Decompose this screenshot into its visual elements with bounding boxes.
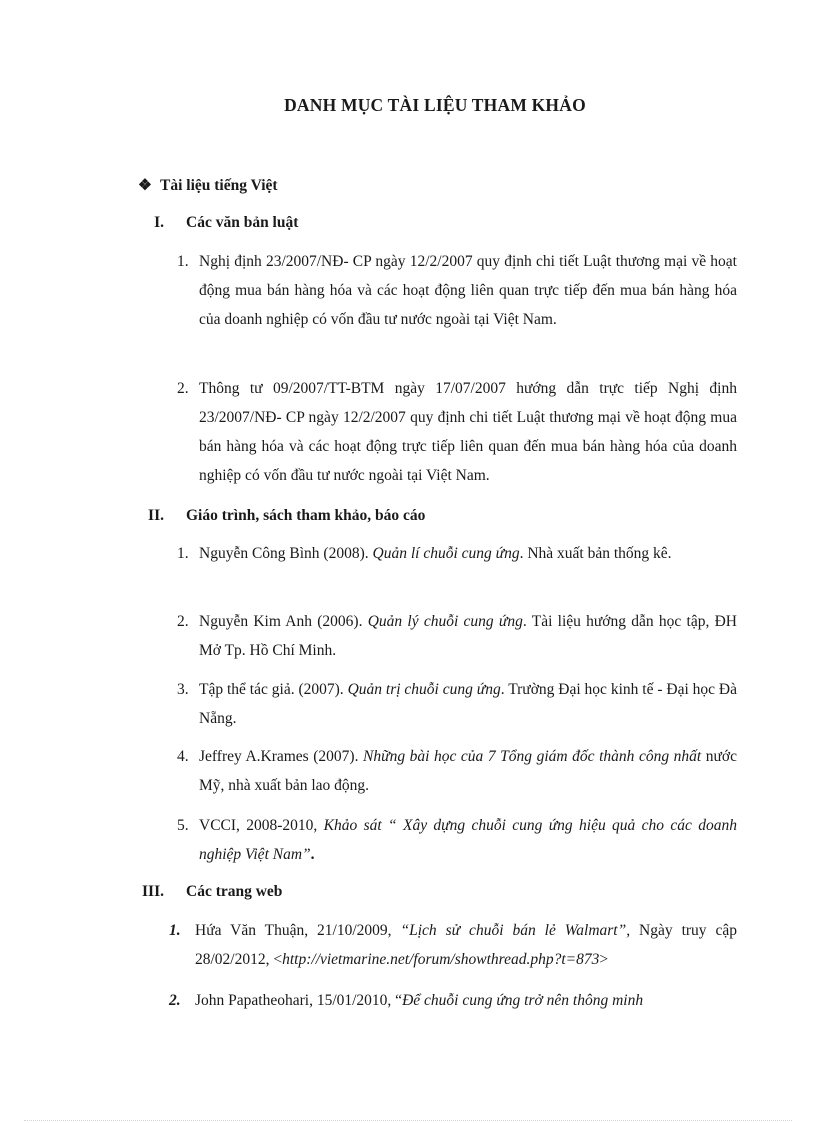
reference-number: 1.: [177, 545, 189, 562]
reference-number: 2.: [177, 613, 189, 630]
subheading-vietnamese-sources: [138, 176, 278, 195]
reference-number: 1.: [169, 922, 181, 939]
reference-author-year: Nguyễn Công Bình (2008).: [199, 545, 373, 562]
reference-number: 1.: [177, 253, 189, 270]
reference-item: [177, 374, 737, 490]
reference-item: [169, 916, 738, 974]
diamond-bullet-icon: ❖: [138, 177, 152, 194]
reference-title: Quản lí chuỗi cung ứng: [372, 545, 520, 562]
reference-publisher: . Trường Đại học kinh tế - Đại học Đà Nẵng.: [199, 681, 738, 727]
reference-number: 2.: [169, 992, 181, 1009]
reference-number: 5.: [177, 817, 189, 834]
reference-author-year: VCCI, 2008-2010,: [199, 817, 324, 834]
reference-number: 4.: [177, 748, 189, 765]
section-heading-3: [142, 883, 283, 901]
reference-publisher: . Nhà xuất bản thống kê.: [519, 545, 672, 562]
reference-period: .: [310, 846, 315, 863]
reference-item: [177, 742, 737, 800]
reference-access-date: Ngày truy cập 28/02/2012, <: [195, 922, 738, 968]
section-heading-1: [154, 214, 299, 232]
reference-title: Để chuỗi cung ứng trở nên thông minh: [402, 992, 644, 1009]
reference-url-close: >: [599, 951, 609, 968]
reference-author-year: Nguyễn Kim Anh (2006).: [199, 613, 368, 630]
reference-title: Những bài học của 7 Tổng giám đốc thành công nhất: [363, 748, 702, 765]
section-heading-text: Giáo trình, sách tham khảo, báo cáo: [186, 507, 426, 524]
reference-number: 3.: [177, 681, 189, 698]
reference-author-year: Tập thể tác giả. (2007).: [199, 681, 348, 698]
reference-item: [177, 247, 737, 334]
section-numeral: II.: [148, 507, 164, 524]
reference-publisher: . Tài liệu hướng dẫn học tập, ĐH Mở Tp. Hồ Chí Minh.: [199, 613, 737, 659]
reference-title: Quản trị chuỗi cung ứng: [347, 681, 501, 698]
reference-author-date: Hứa Văn Thuận, 21/10/2009,: [195, 922, 401, 939]
section-heading-text: Các trang web: [186, 883, 283, 900]
reference-author-year: Jeffrey A.Krames (2007).: [199, 748, 364, 765]
section-heading-2: [148, 507, 426, 525]
subheading-text: Tài liệu tiếng Việt: [160, 177, 278, 194]
reference-title: Khảo sát “ Xây dựng chuỗi cung ứng hiệu quả cho các doanh nghiệp Việt Nam”: [199, 817, 737, 863]
reference-item: [177, 811, 737, 869]
reference-url-link[interactable]: http://vietmarine.net/forum/showthread.php?t=873: [282, 951, 600, 968]
reference-text: Nghị định 23/2007/NĐ- CP ngày 12/2/2007 quy định chi tiết Luật thương mại về hoạt động mua bán hàng hóa và các hoạt động liên quan trực tiếp đến mua bán hàng hóa của doanh nghiệp có vốn đầu tư nước ngoài tại Việt Nam.: [199, 253, 737, 328]
reference-number: 2.: [177, 380, 189, 397]
section-numeral: I.: [154, 214, 164, 231]
reference-title: “Lịch sử chuỗi bán lẻ Walmart”,: [400, 922, 631, 939]
page-bottom-divider: [24, 1120, 792, 1121]
page-title: DANH MỤC TÀI LIỆU THAM KHẢO: [284, 95, 586, 115]
reference-item: [177, 607, 737, 665]
reference-item: [177, 675, 738, 733]
reference-text: Thông tư 09/2007/TT-BTM ngày 17/07/2007 hướng dẫn trực tiếp Nghị định 23/2007/NĐ- CP ngày 12/2/2007 quy định chi tiết Luật thương mại về hoạt động mua bán hàng hóa và các hoạt động trực tiếp liên quan đến mua bán hàng hóa của doanh nghiệp có vốn đầu tư nước ngoài tại Việt Nam.: [199, 380, 737, 484]
reference-publisher: nước Mỹ, nhà xuất bản lao động.: [199, 748, 737, 794]
section-heading-text: Các văn bản luật: [186, 214, 299, 231]
section-numeral: III.: [142, 883, 164, 900]
reference-author-date: John Papatheohari, 15/01/2010, “: [195, 992, 403, 1009]
reference-item: [169, 986, 737, 1015]
reference-item: [177, 539, 737, 568]
reference-title: Quản lý chuỗi cung ứng: [367, 613, 523, 630]
